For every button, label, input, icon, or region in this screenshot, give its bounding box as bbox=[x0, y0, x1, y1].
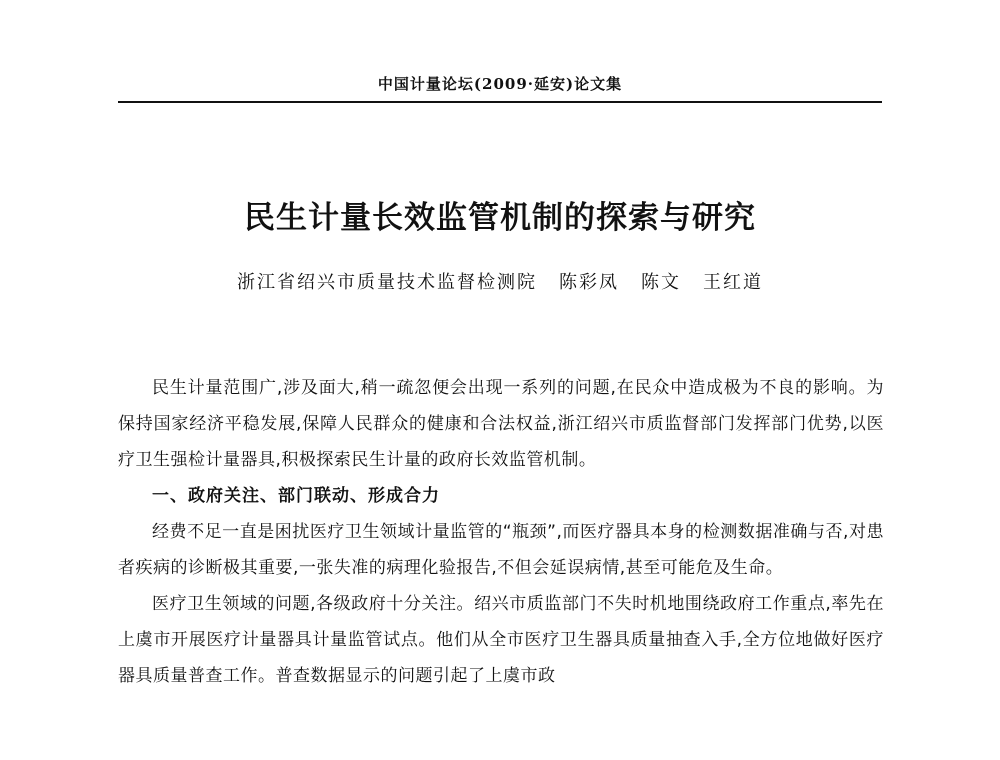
author-institution: 浙江省绍兴市质量技术监督检测院 bbox=[237, 272, 537, 293]
article-body bbox=[118, 370, 884, 694]
author-line bbox=[118, 270, 882, 296]
body-paragraph: 民生计量范围广,涉及面大,稍一疏忽便会出现一系列的问题,在民众中造成极为不良的影响。为保持国家经济平稳发展,保障人民群众的健康和合法权益,浙江绍兴市质监督部门发挥部门优势,以医疗卫生强检计量器具,积极探索民生计量的政府长效监管机制。 bbox=[118, 378, 884, 470]
author-name: 陈彩凤 bbox=[559, 272, 619, 293]
running-header: 中国计量论坛(2009·延安)论文集 bbox=[377, 75, 623, 93]
author-name: 王红道 bbox=[703, 272, 763, 293]
body-paragraph: 经费不足一直是困扰医疗卫生领域计量监管的“瓶颈”,而医疗器具本身的检测数据准确与否,对患者疾病的诊断极其重要,一张失准的病理化验报告,不但会延误病情,甚至可能危及生命。 bbox=[118, 522, 884, 578]
section-heading: 一、政府关注、部门联动、形成合力 bbox=[152, 486, 440, 506]
header-rule bbox=[118, 101, 882, 103]
body-paragraph: 医疗卫生领域的问题,各级政府十分关注。绍兴市质监部门不失时机地围绕政府工作重点,率先在上虞市开展医疗计量器具计量监管试点。他们从全市医疗卫生器具质量抽查入手,全方位地做好医疗器具质量普查工作。普查数据显示的问题引起了上虞市政 bbox=[118, 594, 884, 686]
article-title: 民生计量长效监管机制的探索与研究 bbox=[244, 200, 756, 236]
author-name: 陈文 bbox=[641, 272, 681, 293]
